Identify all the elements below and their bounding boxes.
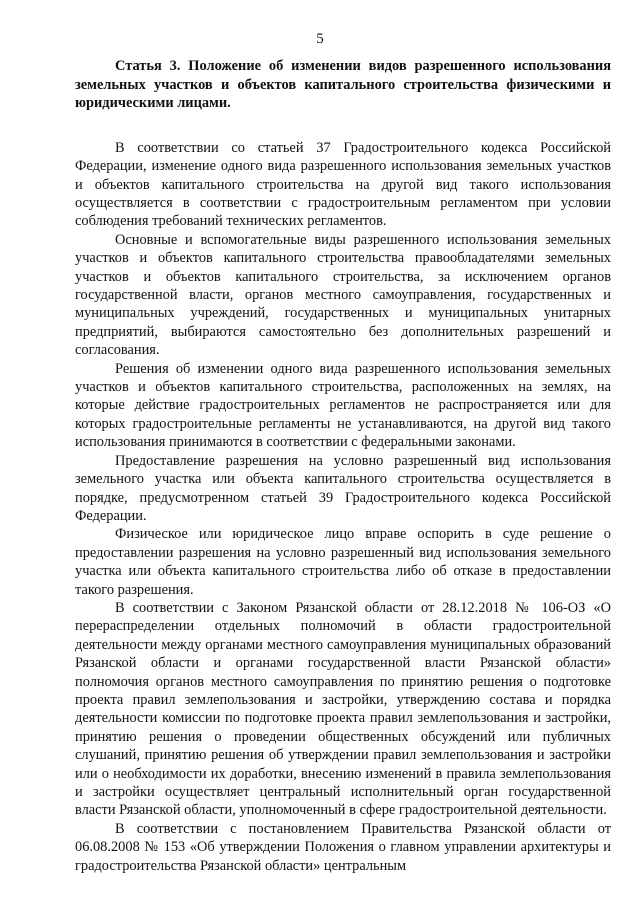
paragraph-1: В соответствии со статьей 37 Градостроительного кодекса Российской Федерации, изменение одного вида разрешенного использования земельных участков и объектов капитального строительства на другой вид такого использования осуществляется в соответствии с градостроительным регламентом при условии соблюдения требований технических регламентов. bbox=[75, 139, 611, 230]
article-body bbox=[75, 139, 611, 875]
paragraph-7: В соответствии с постановлением Правительства Рязанской области от 06.08.2008 № 153 «Об утверждении Положения о главном управлении архитектуры и градостроительства Рязанской области» центральным bbox=[75, 820, 611, 874]
page-content bbox=[75, 57, 611, 875]
paragraph-2: Основные и вспомогательные виды разрешенного использования земельных участков и объектов капитального строительства правообладателями земельных участков и объектов капитального строительства, за исключением органов государственной власти, органов местного самоуправления, государственных и муниципальных учреждений, государственных и муниципальных унитарных предприятий, выбираются самостоятельно без дополнительных разрешений и согласования. bbox=[75, 231, 611, 359]
article-heading: Статья 3. Положение об изменении видов разрешенного использования земельных участков и объектов капитального строительства физическими и юридическими лицами. bbox=[75, 58, 611, 112]
paragraph-6: В соответствии с Законом Рязанской области от 28.12.2018 № 106-ОЗ «О перераспределении отдельных полномочий в области градостроительной деятельности между органами местного самоуправления муниципальных образований Рязанской области и органами государственной власти Рязанской области» полномочия органов местного самоуправления по принятию решения о подготовке проекта правил землепользования и застройки, утверждению состава и порядка деятельности комиссии по подготовке проекта правил землепользования и застройки, принятию решения о проведении общественных обсуждений или публичных слушаний, принятию решения об утверждении правил землепользования и застройки или о необходимости их доработки, внесению изменений в правила землепользования и застройки осуществляет центральный исполнительный орган государственной власти Рязанской области, уполномоченный в сфере градостроительной деятельности. bbox=[75, 599, 611, 819]
page-number: 5 bbox=[316, 31, 324, 47]
paragraph-4: Предоставление разрешения на условно разрешенный вид использования земельного участка или объекта капитального строительства осуществляется в порядке, предусмотренном статьей 39 Градостроительного кодекса Российской Федерации. bbox=[75, 452, 611, 524]
paragraph-5: Физическое или юридическое лицо вправе оспорить в суде решение о предоставлении разрешения на условно разрешенный вид использования земельного участка или объекта капитального строительства либо об отказе в предоставлении такого разрешения. bbox=[75, 526, 611, 598]
paragraph-3: Решения об изменении одного вида разрешенного использования земельных участков и объектов капитального строительства, расположенных на землях, на которые действие градостроительных регламентов не распространяется или для которых градостроительные регламенты не устанавливаются, на другой вид такого использования принимаются в соответствии с федеральными законами. bbox=[75, 360, 611, 451]
